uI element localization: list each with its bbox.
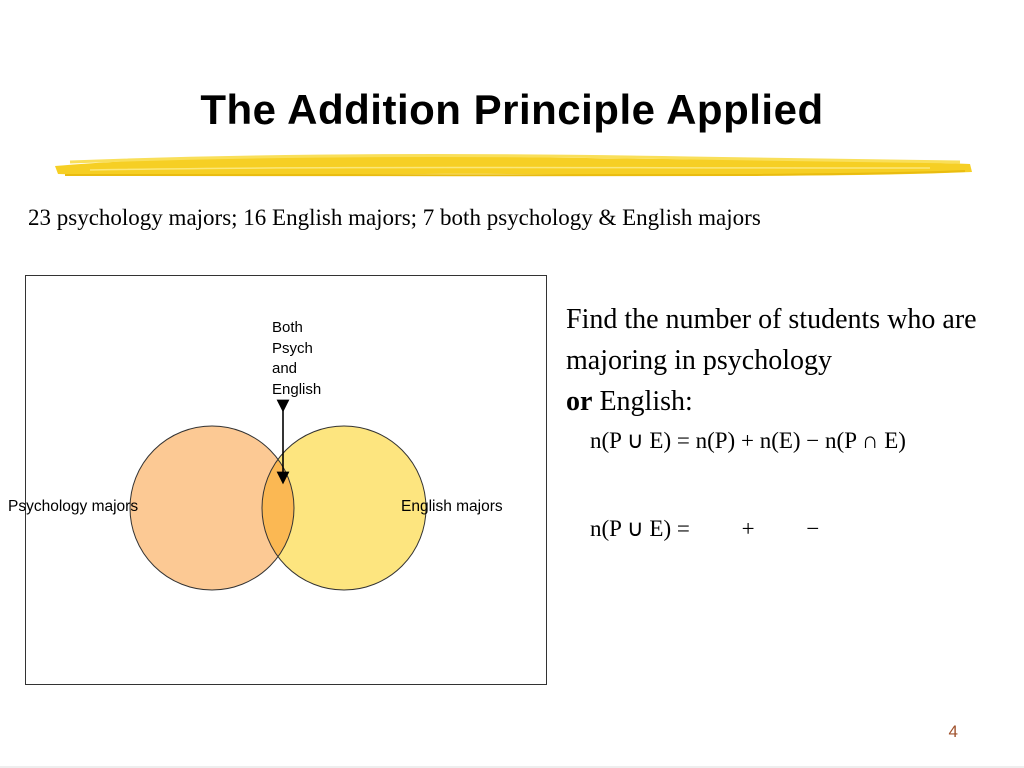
question-tail: English: [592, 386, 693, 417]
title-highlight-stroke [50, 148, 980, 188]
addition-principle-formula: n(P ∪ E) = n(P) + n(E) − n(P ∩ E) [590, 428, 906, 453]
question-or-emphasis: or [566, 386, 593, 417]
page-number: 4 [948, 722, 958, 741]
psychology-set-label: Psychology majors [8, 498, 139, 515]
english-set-label: English majors [401, 498, 503, 515]
slide-title: The Addition Principle Applied [200, 86, 824, 133]
both-majors-label: Both Psych and English [272, 319, 322, 398]
applied-formula-blank: n(P ∪ E) = + − [590, 516, 820, 541]
question-intro: Find the number of students who are majoring in psychology [566, 304, 977, 376]
problem-statement: 23 psychology majors; 16 English majors; 7 both psychology & English majors [28, 205, 761, 230]
question-text [566, 299, 1016, 422]
